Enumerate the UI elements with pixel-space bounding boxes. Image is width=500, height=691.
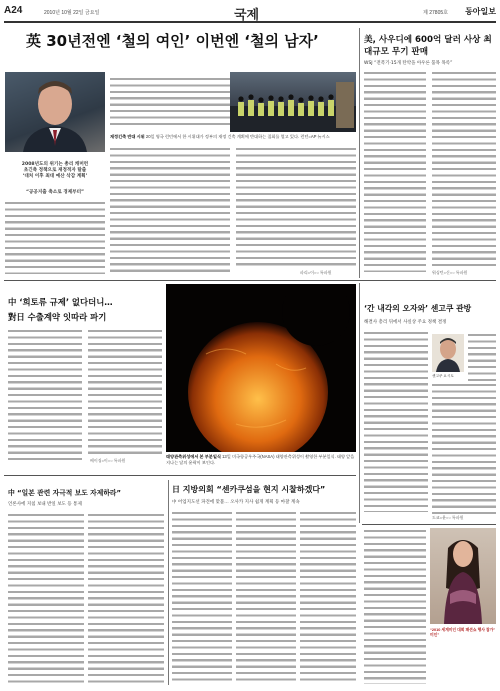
newspaper-logo: 동아일보 — [465, 7, 496, 16]
top-body-col4 — [236, 148, 356, 268]
protest-crowd-photo — [230, 72, 356, 132]
person-portrait — [432, 334, 464, 372]
mid-body-col2 — [88, 330, 162, 456]
masthead — [4, 3, 496, 23]
bottom-headline: 中 “일본 관련 자극적 보도 자제하라” — [8, 489, 121, 497]
top-byline: 파리=이○○ 특파원 — [300, 270, 332, 275]
top-body-col2 — [110, 78, 230, 128]
japan-body-col3 — [300, 512, 356, 684]
sun-eclipse-image-icon — [166, 284, 356, 452]
issue-number: 제 27805호 — [423, 10, 448, 16]
issue-date: 2010년 10월 22일 금요일 — [44, 10, 100, 16]
person-portrait-icon — [432, 334, 464, 372]
mid-subhead: 對日 수출계약 잇따라 파기 — [8, 312, 107, 322]
top-body-col3 — [110, 148, 230, 274]
woman-photo — [430, 528, 496, 624]
bottom-body-col1 — [8, 514, 84, 684]
top-headline: 英 30년전엔 ‘철의 여인’ 이번엔 ‘철의 남자’ — [26, 32, 319, 50]
person-portrait-icon — [5, 72, 105, 152]
mid-byline: 베이징=이○○ 특파원 — [90, 458, 126, 463]
profile-body-col2 — [468, 334, 496, 384]
sun-caption: 태양관측위성에서 본 부분일식 13일 미국항공우주국(NASA) 태양관측위성이 촬영한 부분일식. 태양 앞을 지나는 달의 윤곽이 보인다. — [166, 454, 355, 465]
japan-body-col1 — [172, 512, 232, 684]
right-bottom-body — [364, 530, 426, 684]
woman-caption: “2010 세계미인 대회 패션쇼 행사 참가” 미인” — [430, 628, 496, 637]
protest-caption: 재정긴축 반대 시위 20일 영국 런던에서 한 시위대가 정부의 재정 긴축 계획에 반대하는 집회를 열고 있다. 런던=AP 뉴시스 — [110, 134, 330, 139]
top-subheads: 2008년도의 위기는 총리 캐머런 초긴축 정책으로 재정적자 탈출 ‘대처 이후 최대 예산 삭감 계획’ — [21, 162, 89, 179]
right-body-col2 — [432, 72, 496, 268]
page-number: A24 — [4, 5, 23, 16]
person-portrait-icon — [430, 528, 496, 624]
japan-body-col2 — [236, 512, 296, 684]
japan-subhead: 中 어업지도선 파견에 맞불… 오사카 지사 쉽게 계획 등 마찰 계속 — [172, 500, 300, 505]
profile-subhead: 해결사 총리 뒤에서 사실상 주요 정책 결정 — [364, 320, 447, 325]
cameron-photo — [5, 72, 105, 152]
profile-headline: ‘간 내각의 오자와’ 센고쿠 관방 — [364, 304, 472, 313]
profile-body-col1 — [364, 332, 428, 512]
right-headline: 美, 사우디에 600억 달러 사상 최대규모 무기 판매 — [364, 35, 492, 57]
mid-body-col1 — [8, 330, 82, 462]
top-body-col1 — [5, 202, 105, 274]
right-subhead: WSJ “전폭기·15개 탄약을 아우른 품목 목록” — [364, 61, 453, 66]
mid-headline: 中 ‘희토류 규제’ 없다더니… — [8, 297, 113, 307]
portrait-caption: 센고쿠 요시토 — [432, 374, 454, 378]
bottom-body-col2 — [88, 514, 164, 684]
section-title: 국제 — [234, 8, 260, 23]
bottom-subhead: 언론사에 지침 보내 반일 보도 등 통제 — [8, 502, 82, 507]
right-body-col1 — [364, 72, 426, 272]
sun-eclipse-photo — [166, 284, 356, 452]
top-quote: “공공지출 축소로 경제부터” — [25, 190, 85, 195]
japan-headline: 日 지방의회 “센카쿠섬을 현지 시찰하겠다” — [172, 485, 326, 494]
profile-byline: 도쿄=윤○○ 특파원 — [432, 515, 464, 520]
profile-body-col3 — [432, 384, 496, 514]
right-byline: 워싱턴=신○○ 특파원 — [432, 270, 468, 275]
